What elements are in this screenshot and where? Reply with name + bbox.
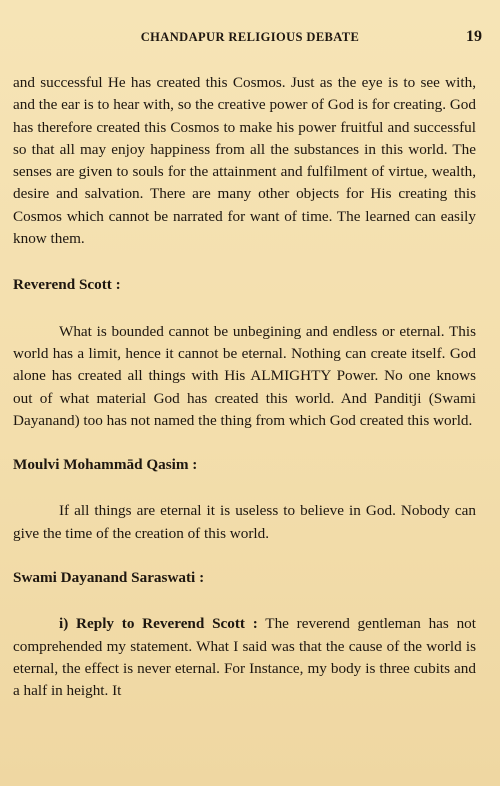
paragraph-continuation: and successful He has created this Cosmos. Just as the eye is to see with, and the ear is to hear with, so the creative power of God is for creating. God has therefore created this Cosmos to make his power fruitful and successful so that all may enjoy happiness from all the substances in this world. The senses are given to souls for the attainment and fulfilment of virtue, wealth, desire and salvation. There are many other objects for His creating this Cosmos which cannot be narrated for want of time. The learned can easily know them.: [13, 74, 476, 248]
paragraph-reply: [13, 613, 476, 702]
reply-text: The reverend gentleman has not comprehended my statement. What I said was that the cause of the world is eternal, the effect is never eternal. For Instance, my body is three cubits and a half in height. It: [13, 615, 476, 700]
page-number: 19: [466, 28, 482, 45]
speaker-swami-dayanand: Swami Dayanand Saraswati :: [13, 569, 205, 587]
paragraph-reverend-scott: What is bounded cannot be unbegining and endless or eternal. This world has a limit, hence it cannot be eternal. Nothing can create itself. God alone has created all things with His ALMIGHTY Power. No one knows out of what material God has created this world. And Panditji (Swami Dayanand) too has not named the thing from which God created this world.: [13, 322, 476, 429]
speaker-reverend-scott: Reverend Scott :: [13, 276, 121, 294]
page-header: [0, 30, 500, 52]
reply-heading: i) Reply to Reverend Scott :: [59, 615, 258, 633]
running-head: CHANDAPUR RELIGIOUS DEBATE: [140, 30, 360, 44]
speaker-moulvi-qasim: Moulvi Mohammād Qasim :: [13, 456, 198, 474]
paragraph-moulvi-qasim: If all things are eternal it is useless to believe in God. Nobody can give the time of the creation of this world.: [13, 502, 476, 542]
page-body: [13, 72, 476, 703]
